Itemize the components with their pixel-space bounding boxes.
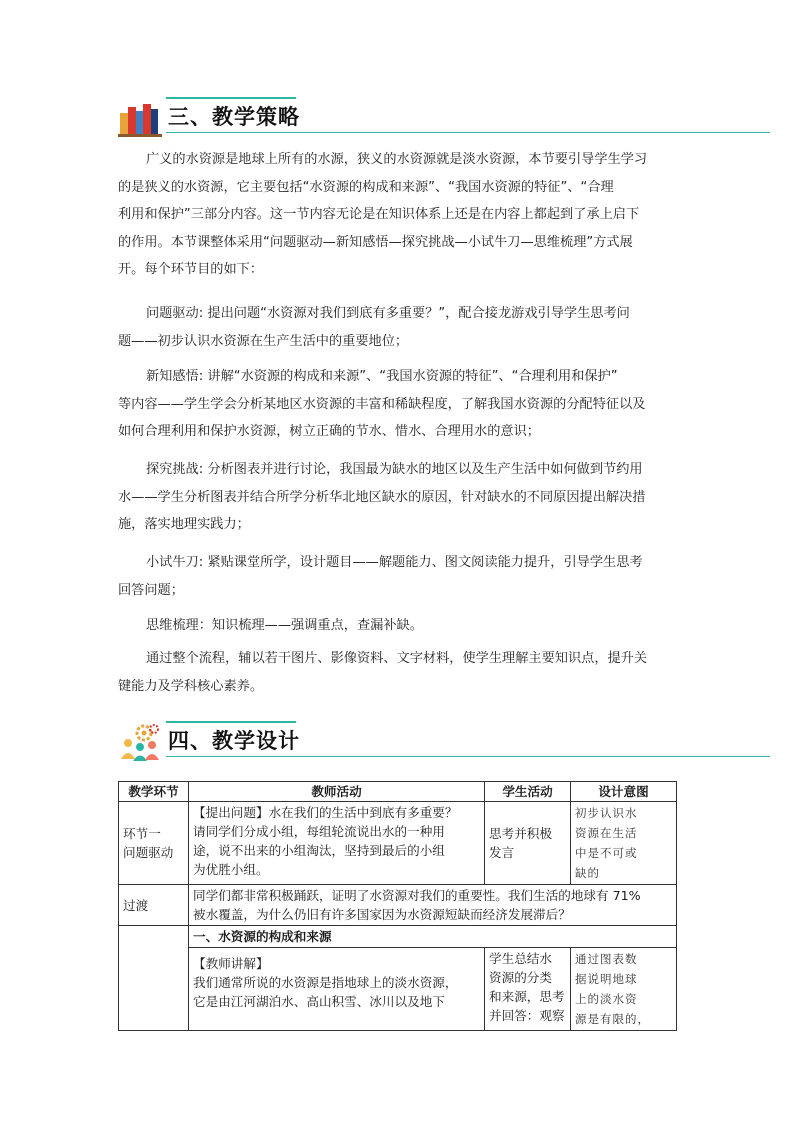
paragraph-explore-challenge: 探究挑战: 分析图表并进行讨论，我国最为缺水的地区以及生产生活中如何做到节约用 水——学生分析图表并结合所学分析华北地区缺水的原因，针对缺水的不同原因提出解决措 施，落实地理实践力；: [118, 462, 646, 532]
paragraph-problem-driven: 问题驱动: 提出问题“水资源对我们到底有多重要？”，配合接龙游戏引导学生思考问 题——初步认识水资源在生产生活中的重要地位；: [118, 306, 630, 349]
table-row: [119, 802, 677, 885]
table-row: [119, 885, 677, 926]
table-row: [119, 926, 677, 948]
heading-bottom-rule: [166, 756, 770, 757]
table-header-row: [119, 782, 677, 802]
header-teacher-activity: 教师活动: [189, 782, 485, 802]
header-stage: 教学环节: [119, 782, 189, 802]
cell-design-intent: 初步认识水 资源在生活 中是不可或 缺的: [571, 802, 677, 885]
header-student-activity: 学生活动: [485, 782, 571, 802]
cell-subsection-heading: 一、水资源的构成和来源: [189, 926, 677, 948]
paragraph-new-knowledge: 新知感悟: 讲解“水资源的构成和来源”、“我国水资源的特征”、“合理利用和保护” 等内容——学生学会分析某地区水资源的丰富和稀缺程度，了解我国水资源的分配特征以及 如何合理利用和保护水资源，树立正确的节水、惜水、合理用水的意识；: [118, 369, 646, 439]
section-title: 三、教学策略: [168, 105, 300, 129]
cell-transition-text: 同学们都非常积极踊跃，证明了水资源对我们的重要性。我们生活的地球有 71% 被水覆盖，为什么仍旧有许多国家因为水资源短缺而经济发展滞后？: [189, 885, 677, 926]
paragraph-small-test: 小试牛刀: 紧贴课堂所学，设计题目——解题能力、图文阅读能力提升，引导学生思考 回答问题；: [118, 555, 643, 598]
paragraph-summary: 通过整个流程，辅以若干图片、影像资料、文字材料，使学生理解主要知识点，提升关 键能力及学科核心素养。: [118, 651, 648, 694]
table-row: [119, 948, 677, 1031]
books-icon: [118, 99, 162, 137]
cell-student-activity: 学生总结水 资源的分类 和来源，思考 并回答：观察: [485, 948, 571, 1031]
cell-teacher-activity: 【教师讲解】 我们通常所说的水资源是指地球上的淡水资源， 它是由江河湖泊水、高山积雪、冰川以及地下: [189, 948, 485, 1031]
cell-stage: 过渡: [119, 885, 189, 926]
header-design-intent: 设计意图: [571, 782, 677, 802]
paragraph-intro: 广义的水资源是地球上所有的水源，狭义的水资源就是淡水资源，本节要引导学生学习 的是狭义的水资源，它主要包括“水资源的构成和来源”、“我国水资源的特征”、“合理 利用和保护”三部分内容。这一节内容无论是在知识体系上还是在内容上都起到了承上启下 的作用。本节课整体采用“问题驱动—新知感悟—探究挑战—小试牛刀—思维梳理”方式展 开。每个环节目的如下：: [118, 152, 648, 277]
heading-bottom-rule: [166, 132, 770, 133]
teaching-design-table: [118, 781, 677, 1031]
cell-teacher-activity: 【提出问题】水在我们的生活中到底有多重要？ 请同学们分成小组，每组轮流说出水的一种用 途，说不出来的小组淘汰，坚持到最后的小组 为优胜小组。: [189, 802, 485, 885]
section-title: 四、教学设计: [168, 729, 300, 753]
heading-top-rule: [166, 721, 296, 723]
section-heading-4: [118, 721, 770, 763]
cell-stage: 环节一 问题驱动: [119, 802, 189, 885]
cell-stage: [119, 926, 189, 1031]
cell-student-activity: 思考并积极 发言: [485, 802, 571, 885]
heading-top-rule: [166, 97, 296, 99]
cell-design-intent: 通过图表数 据说明地球 上的淡水资 源是有限的，: [571, 948, 677, 1031]
paragraph-mind-review: 思维梳理：知识梳理——强调重点，查漏补缺。: [146, 618, 423, 633]
section-heading-3: [118, 97, 770, 139]
gear-people-icon: [118, 723, 162, 761]
